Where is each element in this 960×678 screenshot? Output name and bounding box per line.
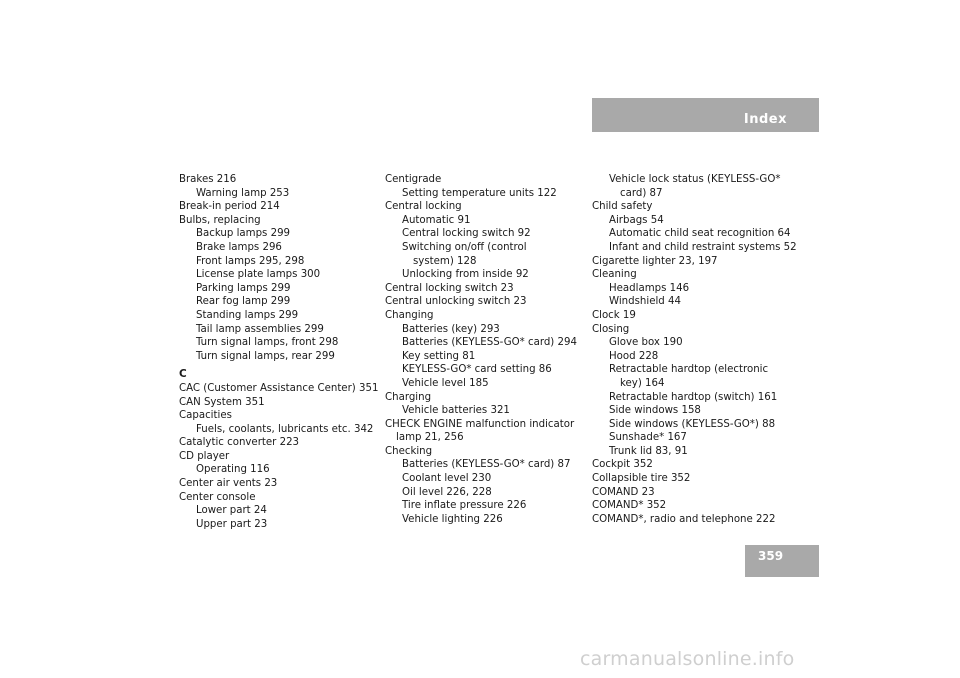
index-letter-heading: C bbox=[179, 368, 187, 381]
index-column-2 bbox=[385, 173, 585, 526]
index-subentry: Lower part 24 bbox=[196, 505, 267, 517]
index-subentry: card) 87 bbox=[620, 187, 663, 199]
index-entry: CAC (Customer Assistance Center) 351 bbox=[179, 382, 379, 394]
index-entry: Center air vents 23 bbox=[179, 478, 278, 490]
index-subentry: Vehicle lock status (KEYLESS-GO* bbox=[609, 174, 781, 185]
index-subentry: Central locking switch 92 bbox=[402, 228, 531, 240]
index-entry: Centigrade bbox=[385, 174, 442, 185]
index-subentry: Batteries (KEYLESS-GO* card) 87 bbox=[402, 459, 571, 471]
index-subentry: Batteries (KEYLESS-GO* card) 294 bbox=[402, 337, 577, 349]
index-subentry: Fuels, coolants, lubricants etc. 342 bbox=[196, 423, 374, 435]
index-entry: Capacities bbox=[179, 410, 232, 422]
index-entry: Cleaning bbox=[592, 269, 637, 281]
index-entry: CHECK ENGINE malfunction indicator bbox=[385, 418, 575, 430]
index-entry: Cockpit 352 bbox=[592, 459, 653, 471]
index-subentry: Rear fog lamp 299 bbox=[196, 296, 291, 308]
index-subentry: Automatic child seat recognition 64 bbox=[609, 228, 791, 240]
index-entry: Cigarette lighter 23, 197 bbox=[592, 255, 718, 267]
index-column-1 bbox=[179, 173, 384, 531]
index-subentry: Vehicle level 185 bbox=[402, 377, 489, 389]
index-entry: Brakes 216 bbox=[179, 174, 237, 185]
index-subentry: Unlocking from inside 92 bbox=[402, 269, 529, 281]
index-subentry: Trunk lid 83, 91 bbox=[609, 445, 688, 457]
index-subentry: License plate lamps 300 bbox=[196, 269, 321, 281]
index-entry: Central locking switch 23 bbox=[385, 282, 514, 294]
index-entry: Bulbs, replacing bbox=[179, 214, 261, 226]
index-subentry: Side windows 158 bbox=[609, 405, 701, 417]
index-subentry: Infant and child restraint systems 52 bbox=[609, 241, 797, 253]
index-subentry: Windshield 44 bbox=[609, 296, 681, 308]
index-entry: Break-in period 214 bbox=[179, 201, 280, 213]
index-subentry: Vehicle batteries 321 bbox=[402, 405, 510, 417]
index-subentry: Batteries (key) 293 bbox=[402, 323, 500, 335]
index-subentry: Coolant level 230 bbox=[402, 473, 492, 485]
index-entry: COMAND 23 bbox=[592, 486, 655, 498]
index-subentry: Vehicle lighting 226 bbox=[402, 513, 503, 525]
index-entry: Collapsible tire 352 bbox=[592, 473, 691, 485]
index-entry: COMAND* 352 bbox=[592, 500, 667, 512]
index-subentry: system) 128 bbox=[413, 255, 477, 267]
index-subentry: Warning lamp 253 bbox=[196, 187, 290, 199]
index-entry: CD player bbox=[179, 450, 230, 462]
index-subentry: Turn signal lamps, rear 299 bbox=[196, 350, 335, 362]
index-subentry: Setting temperature units 122 bbox=[402, 187, 557, 199]
index-subentry: Side windows (KEYLESS-GO*) 88 bbox=[609, 418, 776, 430]
index-entry: Central unlocking switch 23 bbox=[385, 296, 527, 308]
index-entry: COMAND*, radio and telephone 222 bbox=[592, 513, 776, 525]
index-subentry: Key setting 81 bbox=[402, 350, 476, 362]
index-subentry: Tire inflate pressure 226 bbox=[402, 500, 527, 512]
index-subentry: Retractable hardtop (electronic bbox=[609, 364, 769, 376]
index-entry: Charging bbox=[385, 391, 432, 403]
index-entry: Closing bbox=[592, 323, 630, 335]
index-entry: Center console bbox=[179, 491, 256, 503]
index-entry: lamp 21, 256 bbox=[396, 432, 464, 444]
index-subentry: Backup lamps 299 bbox=[196, 228, 291, 240]
index-subentry: Oil level 226, 228 bbox=[402, 486, 492, 498]
index-entry: Catalytic converter 223 bbox=[179, 437, 300, 449]
index-entry: Central locking bbox=[385, 201, 462, 213]
index-subentry: Turn signal lamps, front 298 bbox=[196, 337, 339, 349]
index-subentry: Hood 228 bbox=[609, 350, 659, 362]
index-subentry: Upper part 23 bbox=[196, 518, 268, 530]
index-subentry: Brake lamps 296 bbox=[196, 241, 282, 253]
index-subentry: Standing lamps 299 bbox=[196, 309, 299, 321]
index-subentry: Retractable hardtop (switch) 161 bbox=[609, 391, 778, 403]
index-subentry: Front lamps 295, 298 bbox=[196, 255, 305, 267]
index-subentry: Sunshade* 167 bbox=[609, 432, 687, 444]
index-subentry: Operating 116 bbox=[196, 464, 270, 476]
index-subentry: key) 164 bbox=[620, 377, 665, 389]
page-title: Index bbox=[743, 112, 787, 127]
header-band bbox=[592, 98, 819, 132]
index-subentry: Switching on/off (control bbox=[402, 241, 527, 253]
page-number: 359 bbox=[758, 549, 784, 563]
index-subentry: Airbags 54 bbox=[609, 214, 664, 226]
page-number-box bbox=[745, 545, 819, 577]
watermark: carmanualsonline.info bbox=[580, 648, 795, 670]
index-entry: CAN System 351 bbox=[179, 396, 265, 408]
index-entry: Clock 19 bbox=[592, 309, 636, 321]
index-entry: Child safety bbox=[592, 201, 653, 213]
index-subentry: KEYLESS-GO* card setting 86 bbox=[402, 364, 552, 376]
index-subentry: Headlamps 146 bbox=[609, 282, 690, 294]
index-subentry: Parking lamps 299 bbox=[196, 282, 291, 294]
index-subentry: Glove box 190 bbox=[609, 337, 683, 349]
index-entry: Checking bbox=[385, 445, 433, 457]
index-column-3 bbox=[592, 173, 797, 526]
index-entry: Changing bbox=[385, 309, 434, 321]
index-subentry: Automatic 91 bbox=[402, 214, 471, 226]
index-subentry: Tail lamp assemblies 299 bbox=[196, 323, 324, 335]
